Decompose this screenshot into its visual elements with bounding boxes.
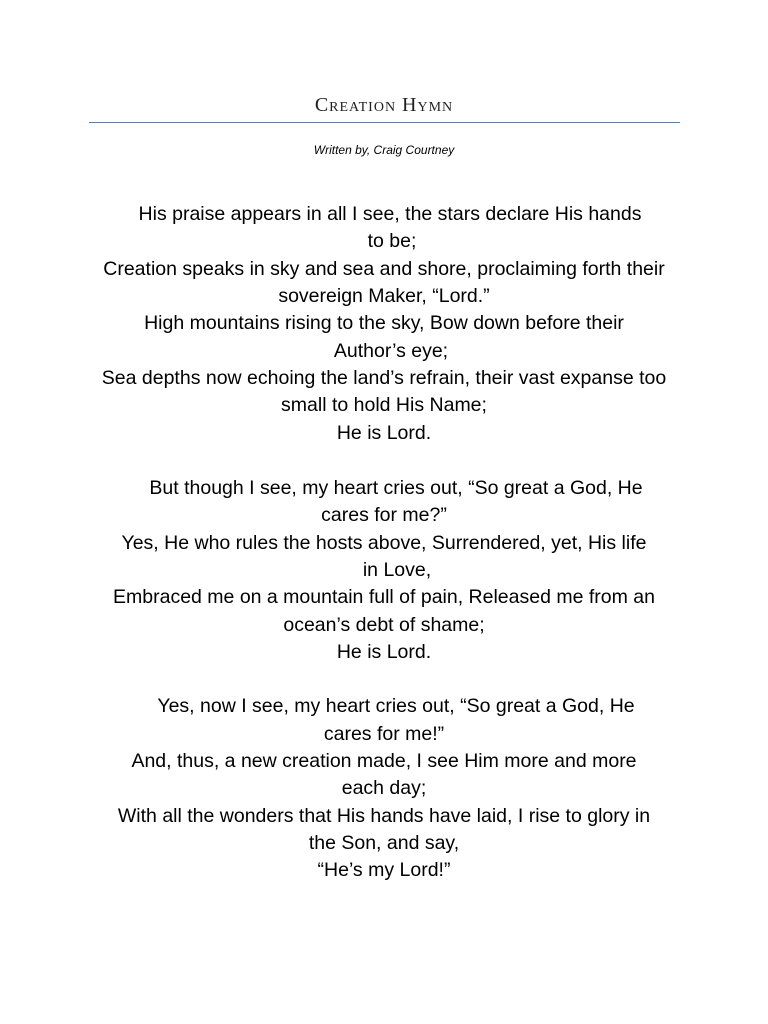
verse-3-line-4: each day; (341, 777, 427, 799)
verse-1-line-6: Author’s eye; (333, 340, 449, 362)
verse-2-line-6: ocean’s debt of shame; (283, 614, 485, 636)
verse-1-line-9: He is Lord. (336, 422, 432, 444)
verse-1-line-2: to be; (367, 230, 417, 252)
verse-3-line-2: cares for me!” (323, 723, 445, 745)
verse-2-line-5: Embraced me on a mountain full of pain, Released me from an (113, 586, 655, 608)
verse-2-line-2: cares for me?” (321, 504, 447, 526)
verse-1-line-5: High mountains rising to the sky, Bow down before their (144, 312, 624, 334)
title-divider (89, 122, 680, 123)
verse-1-line-1: His praise appears in all I see, the stars declare His hands (138, 203, 642, 225)
verse-1-line-8: small to hold His Name; (281, 394, 487, 416)
verse-2-line-3: Yes, He who rules the hosts above, Surrendered, yet, His life (121, 532, 647, 554)
verse-3-line-7: “He’s my Lord!” (317, 859, 451, 881)
byline: Written by, Craig Courtney (313, 143, 455, 157)
verse-3-line-1: Yes, now I see, my heart cries out, “So great a God, He (157, 695, 635, 717)
verse-3-line-5: With all the wonders that His hands have laid, I rise to glory in (117, 805, 651, 827)
verse-2-line-7: He is Lord. (336, 641, 432, 663)
verse-3-line-6: the Son, and say, (308, 832, 460, 854)
verse-1-line-4: sovereign Maker, “Lord.” (278, 285, 490, 307)
verse-2-line-1: But though I see, my heart cries out, “So great a God, He (149, 477, 643, 499)
verse-3-line-3: And, thus, a new creation made, I see Him more and more (131, 750, 637, 772)
verse-1-line-7: Sea depths now echoing the land’s refrain, their vast expanse too (101, 367, 667, 389)
verse-2-line-4: in Love, (362, 559, 432, 581)
document-title: Creation Hymn (314, 94, 454, 116)
verse-1-line-3: Creation speaks in sky and sea and shore, proclaiming forth their (103, 258, 665, 280)
